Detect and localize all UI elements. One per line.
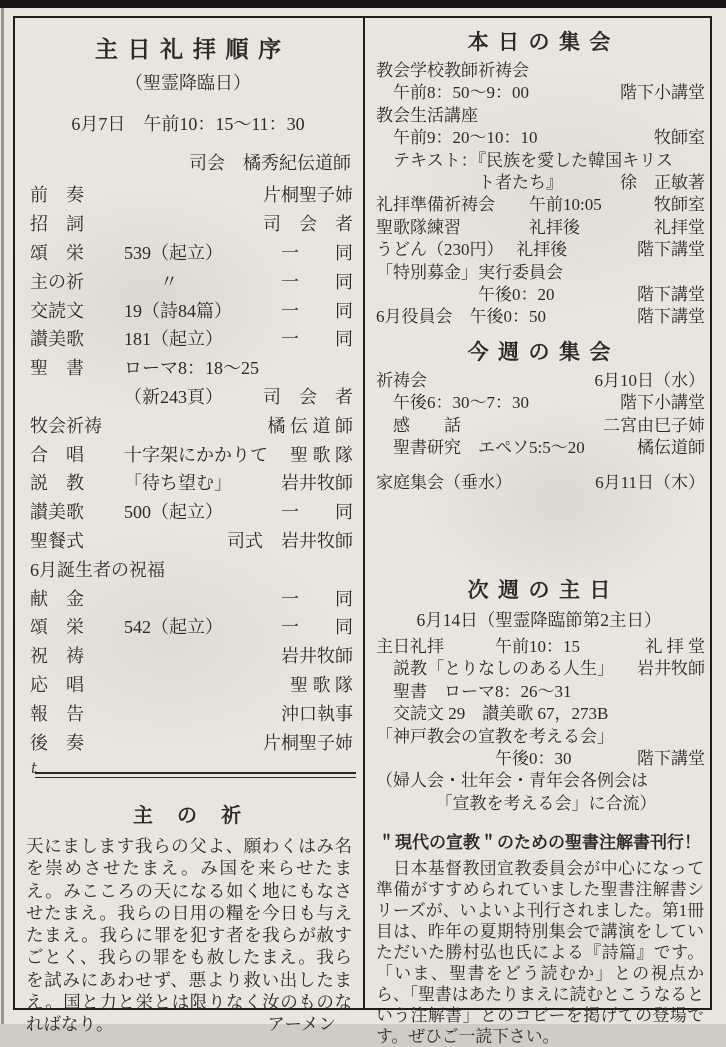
row-label: 祝 祷 [30, 646, 84, 667]
row-label: 聖 書 [30, 358, 84, 379]
row-person: 司式 岩井牧師 [227, 530, 353, 551]
lords-prayer-text [26, 835, 352, 1036]
meeting-text: 午後0：30 [376, 748, 589, 768]
meeting-line [366, 239, 712, 261]
section-separator-line [31, 758, 356, 778]
lords-prayer-body: 天にまします我らの父よ、願わくはみ名を崇めさせたまえ。み国を来らせたまえ。みこころの天になる如く地にもなさせたまえ。我らの日用の糧を今日も与えたまえ。我らに罪を犯す者を我らが赦すごとく、我らの罪をも赦したまえ。我らを試みにあわせず、悪より救い出したまえ。国と力と栄とは限りなく汝のものなればなり。 [26, 835, 352, 1035]
worship-row-choir [15, 439, 361, 468]
meeting-place: 礼拝堂 [654, 217, 705, 237]
row-detail: 181（起立） [124, 329, 223, 350]
row-label: 讃美歌 [30, 502, 84, 523]
meeting-person: 橘伝道師 [637, 438, 705, 458]
meeting-text: 午後6：30～7：30 [376, 393, 529, 413]
handwritten-mark: t [31, 758, 38, 777]
row-label: 合 唱 [30, 444, 84, 465]
meeting-place: 階下講堂 [637, 285, 705, 305]
row-label: 招 詞 [30, 214, 84, 235]
week-meeting-list [366, 370, 712, 494]
worship-row-pastoral-prayer [15, 410, 361, 439]
worship-row-responsive-reading [15, 295, 361, 324]
row-person: 岩井牧師 [281, 646, 353, 667]
row-label: 説 教 [30, 473, 84, 494]
meeting-line [366, 60, 712, 82]
meeting-text: 礼拝準備祈祷会 午前10:05 [376, 195, 602, 215]
meeting-place: 階下講堂 [637, 748, 705, 768]
meeting-line [366, 284, 712, 306]
worship-row-announcements [15, 698, 361, 727]
row-label: 前 奏 [30, 185, 84, 206]
row-detail: 19（詩84篇） [124, 300, 232, 321]
today-meeting-list [366, 60, 712, 329]
row-label: 讃美歌 [30, 329, 84, 350]
meeting-text: 聖書 ローマ8：26～31 [376, 681, 572, 701]
row-person: 一 同 [281, 502, 353, 523]
meeting-line [366, 636, 712, 658]
meeting-text: 説教「とりなしのある人生」 [376, 659, 614, 679]
meeting-place: 徐 正敏著 [620, 173, 705, 193]
row-label: 6月誕生者の祝福 [30, 559, 165, 580]
worship-row-doxology [15, 238, 361, 267]
worship-row-hymn [15, 324, 361, 353]
section-title-week: 今週の集会 [467, 339, 620, 364]
meeting-line [366, 194, 712, 216]
row-label: 報 告 [30, 703, 84, 724]
worship-row-lords-prayer [15, 266, 361, 295]
row-person: 一 同 [281, 588, 353, 609]
notice-body: 日本基督教団宣教委員会が中心になって準備がすすめられていました聖書注解書シリーズが、いよいよ刊行されました。第1冊目は、昨年の夏期特別集会で講演をしていただいた勝村弘也氏による『詩篇』です。「いま、聖書をどう読むか」との視点から、「聖書はあたりまえに読むとこうなるという注解書」とのコピーを掲げての登場です。ぜひご一読下さい。 [376, 859, 704, 1047]
row-person: 一 同 [281, 300, 353, 321]
worship-row-postlude [15, 727, 361, 756]
worship-order-subtitle: （聖霊降臨日） [125, 73, 251, 93]
worship-row-response [15, 670, 361, 699]
row-person: 岩井牧師 [281, 473, 353, 494]
meeting-date: 6月11日（木） [595, 472, 705, 492]
row-person: 司 会 者 [263, 386, 353, 407]
meeting-place: 階下小講堂 [620, 393, 705, 413]
meeting-place: 礼 拝 堂 [645, 636, 705, 656]
row-person: 一 同 [281, 242, 353, 263]
worship-order-list [15, 180, 361, 756]
row-label: 献 金 [30, 588, 84, 609]
moderator-line: 司会 橘秀紀伝道師 [189, 153, 351, 173]
row-detail: 539（起立） [124, 242, 223, 263]
worship-row-scripture [15, 353, 361, 382]
meeting-text: ト者たち』 [376, 173, 563, 193]
meeting-text: 感 話 [376, 415, 461, 435]
row-label: 応 唱 [30, 674, 84, 695]
row-person: 一 同 [281, 617, 353, 638]
meeting-line [366, 172, 712, 194]
worship-row-sermon [15, 468, 361, 497]
row-detail: ローマ8：18～25 [124, 358, 259, 379]
row-detail: （新243頁） [124, 386, 223, 407]
meeting-place: 階下講堂 [637, 240, 705, 260]
meeting-line [366, 681, 712, 703]
meeting-line [366, 392, 712, 414]
meeting-text: 午後0：20 [376, 285, 555, 305]
announcements-column [366, 18, 712, 1047]
meeting-text: 午前9：20～10：10 [376, 128, 538, 148]
meeting-text: 教会生活講座 [376, 105, 478, 125]
row-detail: 十字架にかかりて [124, 444, 268, 465]
meeting-line [366, 150, 712, 172]
row-person: 片桐聖子姉 [263, 732, 353, 753]
worship-row-offering [15, 583, 361, 612]
meeting-line [366, 217, 712, 239]
scan-edge-left [1, 8, 4, 1024]
meeting-text: 祈祷会 [376, 370, 427, 390]
meeting-line [366, 370, 712, 392]
next-sunday-date: 6月14日（聖霊降臨節第2主日） [416, 609, 662, 630]
meeting-text: 午前8：50～9：00 [376, 83, 529, 103]
row-person: 橘 伝 道 師 [267, 415, 353, 436]
meeting-place: 牧師室 [654, 195, 705, 215]
meeting-text: 6月役員会 午後0：50 [376, 307, 546, 327]
row-detail: 「待ち望む」 [124, 473, 232, 494]
meeting-line [366, 105, 712, 127]
worship-row-call [15, 209, 361, 238]
row-label: 後 奏 [30, 732, 84, 753]
worship-row-scripture-page [15, 382, 361, 411]
amen-text: アーメン [267, 1014, 336, 1035]
meeting-line [366, 703, 712, 725]
meeting-line [366, 127, 712, 149]
worship-row-prelude [15, 180, 361, 209]
row-person: 聖 歌 隊 [290, 444, 353, 465]
meeting-place: 階下小講堂 [620, 83, 705, 103]
meeting-place: 階下講堂 [637, 307, 705, 327]
meeting-line [366, 415, 712, 437]
meeting-text: 交読文 29 讃美歌 67，273B [376, 704, 609, 724]
row-person: 一 同 [281, 271, 353, 292]
meeting-text: 聖歌隊練習 礼拝後 [376, 217, 580, 237]
meeting-line [366, 262, 712, 284]
row-detail: 500（起立） [124, 502, 223, 523]
meeting-line [366, 437, 712, 459]
meeting-line [366, 748, 712, 770]
scan-edge-top [0, 0, 726, 8]
section-title-today: 本日の集会 [467, 30, 620, 54]
worship-row-communion [15, 526, 361, 555]
worship-datetime: 6月7日 午前10：15～11：30 [71, 114, 305, 134]
meeting-place: 牧師室 [654, 128, 705, 148]
row-person: 司 会 者 [263, 214, 353, 235]
column-divider-line [363, 16, 365, 1010]
row-label: 頌 栄 [30, 617, 84, 638]
row-detail: 〃 [124, 271, 178, 292]
worship-row-doxology2 [15, 612, 361, 641]
notice-title: ＂現代の宣教＂のための聖書注解書刊行！ [378, 833, 701, 853]
row-label: 主の祈 [30, 271, 84, 292]
row-person: 沖口執事 [281, 703, 353, 724]
meeting-text: 教会学校教師祈祷会 [376, 61, 529, 80]
meeting-person: 岩井牧師 [637, 659, 705, 679]
worship-order-title: 主日礼拝順序 [94, 37, 291, 62]
meeting-text: 聖書研究 エペソ5:5～20 [376, 438, 602, 458]
meeting-date: 6月10日（水） [594, 370, 705, 390]
row-detail: 542（起立） [124, 617, 223, 638]
row-person: 片桐聖子姉 [263, 185, 353, 206]
worship-row-hymn2 [15, 497, 361, 526]
meeting-text: 「神戸教会の宣教を考える会」 [376, 726, 614, 746]
meeting-line [366, 658, 712, 680]
next-sunday-list [366, 636, 712, 815]
row-person: 一 同 [281, 329, 353, 350]
row-label: 牧会祈祷 [30, 415, 102, 436]
lords-prayer-title: 主 の 祈 [133, 804, 243, 827]
row-label: 聖餐式 [30, 530, 84, 551]
meeting-line [366, 770, 712, 792]
worship-row-benediction [15, 641, 361, 670]
section-title-next-sunday: 次週の主日 [467, 577, 620, 602]
worship-row-birthday-blessing [15, 554, 361, 583]
meeting-text: 「特別募金」実行委員会 [376, 262, 563, 282]
meeting-text: うどん（230円） 礼拝後 [376, 240, 568, 260]
meeting-line [366, 306, 712, 328]
row-label: 交読文 [30, 300, 84, 321]
worship-order-column [15, 18, 361, 1036]
meeting-text: テキスト：『民族を愛した韓国キリス [376, 150, 673, 170]
meeting-text: （婦人会・壮年会・青年会各例会は [376, 771, 648, 791]
row-label: 頌 栄 [30, 242, 84, 263]
meeting-text: 主日礼拝 午前10：15 [376, 636, 580, 656]
row-person: 聖 歌 隊 [290, 674, 353, 695]
meeting-person: 二宮由巳子姉 [603, 415, 705, 435]
meeting-line [366, 726, 712, 748]
meeting-line [366, 793, 712, 815]
meeting-line-home-gathering [366, 472, 712, 494]
meeting-text: 家庭集会（垂水） [376, 472, 512, 492]
meeting-line [366, 82, 712, 104]
meeting-text: 「宣教を考える会」に合流） [376, 793, 657, 813]
